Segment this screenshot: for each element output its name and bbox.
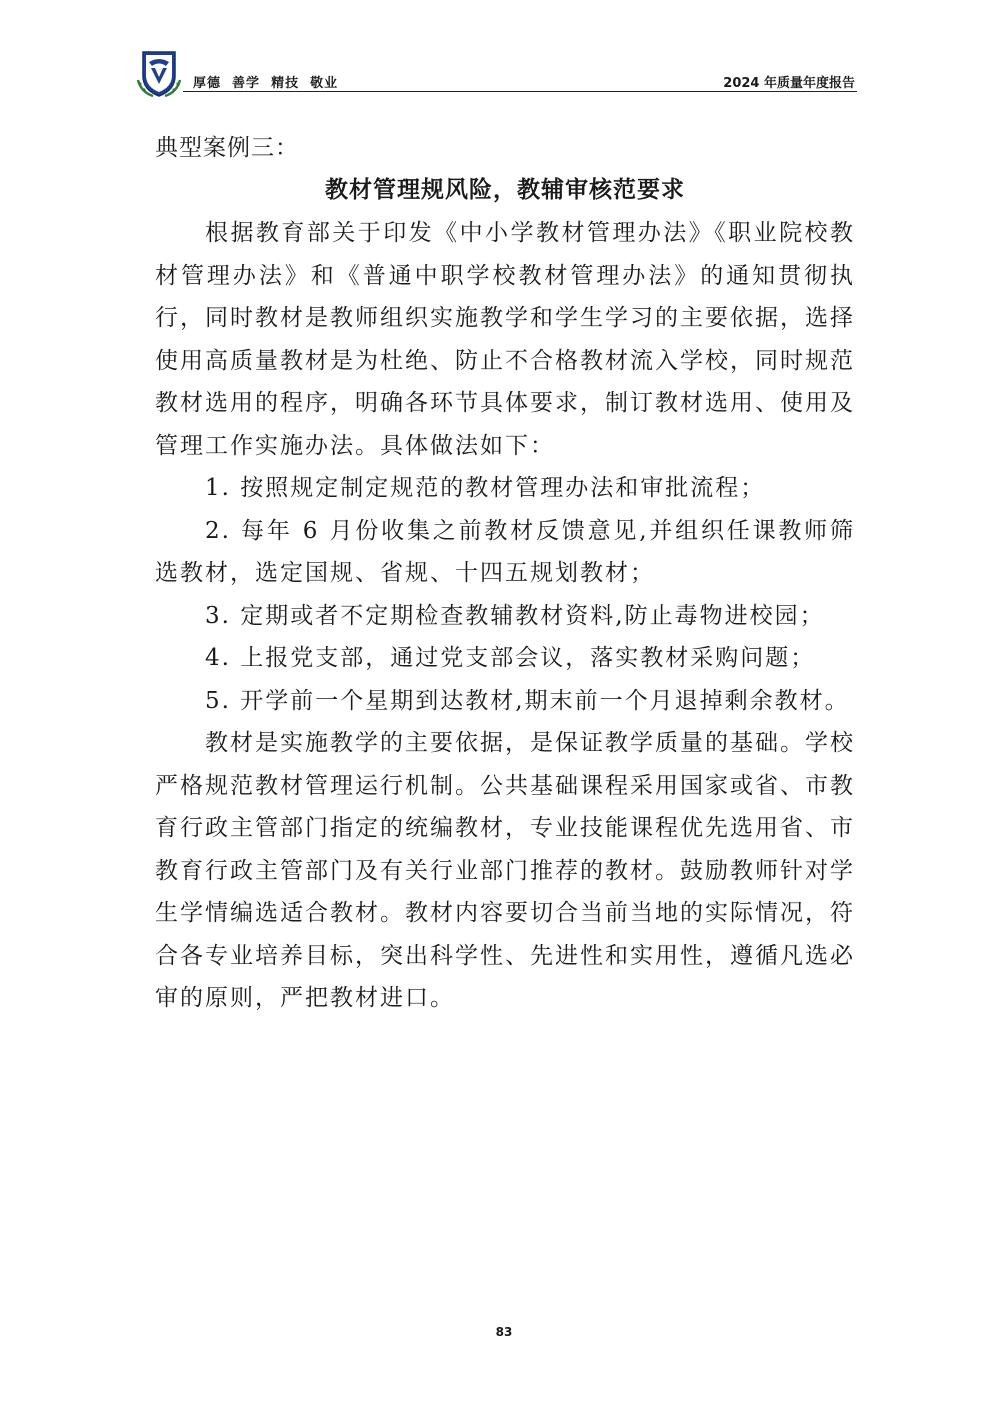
document-body <box>155 128 855 1020</box>
list-item: 5. 开学前一个星期到达教材,期末前一个月退掉剩余教材。 <box>205 687 850 714</box>
body-paragraph: 教材是实施教学的主要依据，是保证教学质量的基础。学校严格规范教材管理运行机制。公共基础课程采用国家或省、市教育行政主管部门指定的统编教材，专业技能课程优先选用省、市教育行政主管部门及有关行业部门推荐的教材。鼓励教师针对学生学情编选适合教材。教材内容要切合当前当地的实际情况，符合各专业培养目标，突出科学性、先进性和实用性，遵循凡选必审的原则，严把教材进口。 <box>155 730 855 1011</box>
school-logo-icon <box>135 46 183 98</box>
page-number: 83 <box>495 1325 513 1339</box>
header-divider <box>183 91 857 92</box>
case-label: 典型案例三： <box>155 135 299 161</box>
body-paragraph: 根据教育部关于印发《中小学教材管理办法》《职业院校教材管理办法》和《普通中职学校教材管理办法》的通知贯彻执行，同时教材是教师组织实施教学和学生学习的主要依据，选择使用高质量教材是为杜绝、防止不合格教材流入学校，同时规范教材选用的程序，明确各环节具体要求，制订教材选用、使用及管理工作实施办法。具体做法如下： <box>155 220 855 459</box>
page-header <box>135 44 857 94</box>
case-title: 教材管理规风险，教辅审核范要求 <box>325 176 685 203</box>
list-item: 2. 每年 6 月份收集之前教材反馈意见,并组织任课教师筛选教材，选定国规、省规、十四五规划教材； <box>155 517 855 586</box>
list-item: 1. 按照规定制定规范的教材管理办法和审批流程； <box>205 475 766 501</box>
list-item: 3. 定期或者不定期检查教辅教材资料,防止毒物进校园； <box>205 602 825 629</box>
report-title: 2024 年质量年度报告 <box>723 76 855 91</box>
school-motto: 厚德 善学 精技 敬业 <box>193 76 339 91</box>
list-item: 4. 上报党支部，通过党支部会议，落实教材采购问题； <box>205 645 816 671</box>
